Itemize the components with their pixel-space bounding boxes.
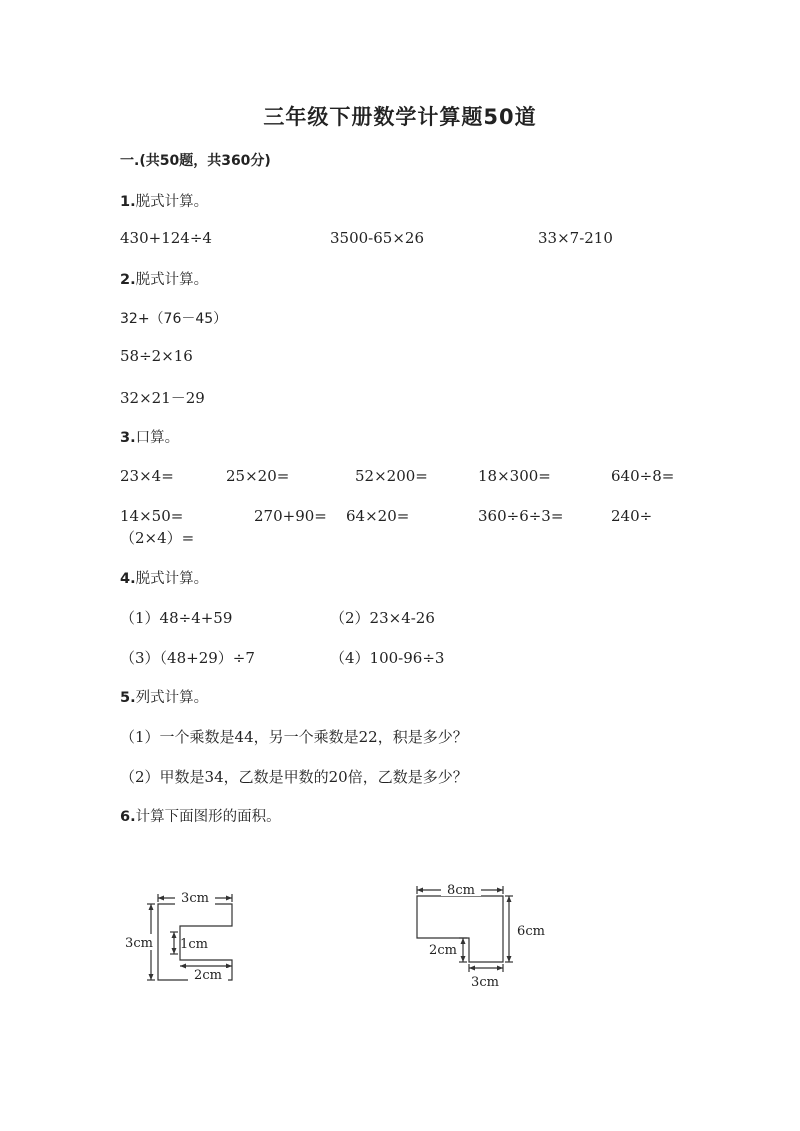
oral-item: 18×300= <box>478 467 551 485</box>
question-6 <box>120 805 281 826</box>
figure-2-diagram <box>405 876 555 992</box>
question-prompt: 脱式计算。 <box>135 194 209 210</box>
oral-item: 360÷6÷3= <box>478 507 564 525</box>
figure-1-diagram <box>120 888 250 988</box>
question-number: 3. <box>120 430 136 446</box>
question-5 <box>120 686 208 707</box>
expression: （2）23×4-26 <box>330 609 435 627</box>
question-number: 2. <box>120 272 136 288</box>
word-problem: （2）甲数是34，乙数是甲数的20倍，乙数是多少？ <box>120 768 468 786</box>
figure-1-inner-label: 1cm <box>180 937 208 952</box>
question-number: 4. <box>120 571 136 587</box>
expression: 3500-65×26 <box>330 229 424 247</box>
oral-item: 640÷8= <box>611 467 675 485</box>
expression: （3）（48+29）÷7 <box>120 649 255 667</box>
figure-2-right-label: 6cm <box>517 924 545 939</box>
figure-1-top-label: 3cm <box>181 891 209 906</box>
question-prompt: 脱式计算。 <box>135 272 209 288</box>
question-number: 1. <box>120 194 136 210</box>
oral-item: 25×20= <box>226 467 290 485</box>
expression: （4）100-96÷3 <box>330 649 445 667</box>
page-title: 三年级下册数学计算题50道 <box>263 105 537 129</box>
question-prompt: 列式计算。 <box>135 690 209 706</box>
expression: （1）48÷4+59 <box>120 609 233 627</box>
oral-item: 23×4= <box>120 467 174 485</box>
expression: 32×21－29 <box>120 389 205 407</box>
figure-2-left-label: 2cm <box>429 943 457 958</box>
oral-item: 64×20= <box>346 507 410 525</box>
question-prompt: 脱式计算。 <box>135 571 209 587</box>
expression: 58÷2×16 <box>120 347 193 365</box>
question-prompt: 计算下面图形的面积。 <box>135 809 281 825</box>
question-3 <box>120 426 179 447</box>
oral-item: 270+90= <box>254 507 327 525</box>
expression: 32+（76－45） <box>120 311 228 327</box>
section-heading: 一.(共50题，共360分) <box>120 153 271 169</box>
figure-2-top-label: 8cm <box>447 883 475 898</box>
question-4 <box>120 567 208 588</box>
oral-item: 240÷ <box>611 507 653 525</box>
oral-item: 52×200= <box>355 467 428 485</box>
oral-item-wrap: （2×4）= <box>120 529 195 547</box>
question-1 <box>120 190 208 211</box>
question-2 <box>120 268 208 289</box>
figure-1-bottom-label: 2cm <box>194 968 222 983</box>
word-problem: （1）一个乘数是44，另一个乘数是22，积是多少？ <box>120 728 468 746</box>
question-number: 6. <box>120 809 136 825</box>
question-prompt: 口算。 <box>135 430 180 446</box>
expression: 430+124÷4 <box>120 229 212 247</box>
expression: 33×7-210 <box>538 229 613 247</box>
figure-1-left-label: 3cm <box>125 936 153 951</box>
figure-2-bottom-label: 3cm <box>471 975 499 990</box>
oral-item: 14×50= <box>120 507 184 525</box>
question-number: 5. <box>120 690 136 706</box>
